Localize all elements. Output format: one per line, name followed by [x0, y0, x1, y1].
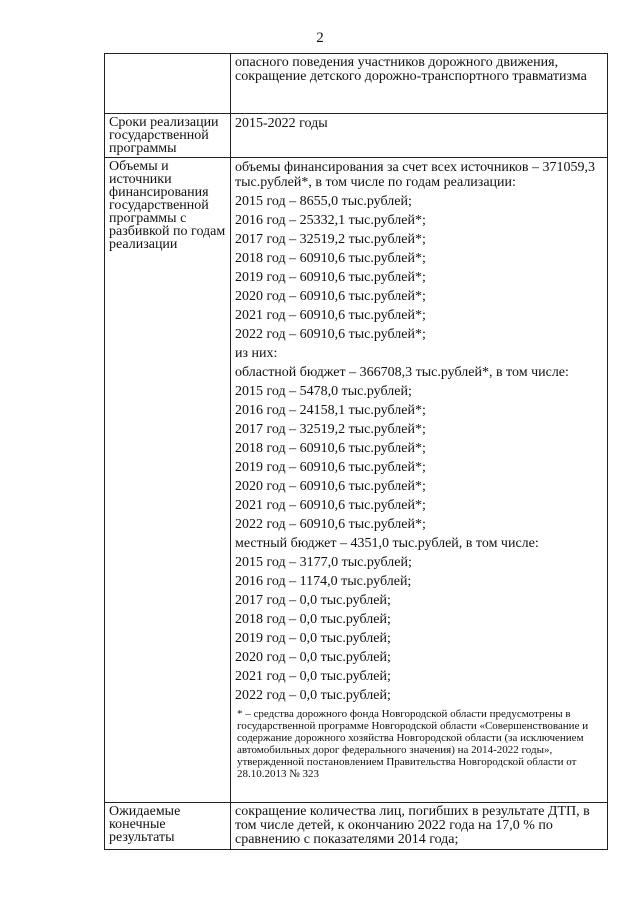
financing-line: 2016 год – 24158,1 тыс.рублей*; [235, 403, 426, 418]
row-value-financing [231, 158, 608, 803]
financing-line: 2016 год – 25332,1 тыс.рублей*; [235, 213, 426, 228]
financing-line: из них: [235, 346, 278, 361]
row-text-continuation [231, 54, 608, 114]
financing-line: 2020 год – 60910,6 тыс.рублей*; [235, 289, 426, 304]
financing-line: 2015 год – 8655,0 тыс.рублей; [235, 194, 412, 209]
financing-line: 2021 год – 0,0 тыс.рублей; [235, 669, 391, 684]
financing-line: 2015 год – 5478,0 тыс.рублей; [235, 384, 412, 399]
results-text: сокращение количества лиц, погибших в результате ДТП, в том числе детей, к окончанию 2022 года на 17,0 % по сравнению с показателями 2014 года; [235, 804, 590, 847]
financing-line: 2022 год – 0,0 тыс.рублей; [235, 688, 391, 703]
row-value [231, 803, 608, 850]
row-label-empty [105, 54, 231, 114]
label-text-results: Ожидаемые конечные результаты [109, 804, 181, 845]
row-label [105, 803, 231, 850]
footnote-text: * – средства дорожного фонда Новгородской области предусмотрены в государственной программе Новгородской области «Совершенствование и содержание дорожного хозяйства Новгородской области (за исключением автомобильных дорог федерального значения) на 2014-2022 годы», утвержденной постановлением Правительства Новгородской области от 28.10.2013 № 323 [237, 708, 589, 780]
financing-line: 2017 год – 32519,2 тыс.рублей*; [235, 232, 426, 247]
program-passport-table [104, 53, 608, 850]
financing-line: 2020 год – 0,0 тыс.рублей; [235, 650, 391, 665]
financing-line: 2022 год – 60910,6 тыс.рублей*; [235, 327, 426, 342]
financing-line: 2017 год – 0,0 тыс.рублей; [235, 593, 391, 608]
financing-line: объемы финансирования за счет всех источников – 371059,3 тыс.рублей*, в том числе по годам реализации: [235, 160, 596, 190]
financing-line: областной бюджет – 366708,3 тыс.рублей*, в том числе: [235, 365, 569, 380]
row-value [231, 114, 608, 158]
continuation-text: опасного поведения участников дорожного движения, сокращение детского дорожно-транспортного травматизма [235, 55, 587, 84]
label-text-period: Сроки реализации государственной программы [109, 115, 219, 156]
financing-line: 2019 год – 60910,6 тыс.рублей*; [235, 270, 426, 285]
label-text-financing: Объемы и источники финансирования государственной программы с разбивкой по годам реализации [109, 159, 226, 252]
period-text: 2015-2022 годы [235, 116, 328, 131]
financing-line: местный бюджет – 4351,0 тыс.рублей, в том числе: [235, 536, 539, 551]
row-label [105, 114, 231, 158]
financing-line: 2022 год – 60910,6 тыс.рублей*; [235, 517, 426, 532]
financing-line: 2020 год – 60910,6 тыс.рублей*; [235, 479, 426, 494]
page-number: 2 [316, 30, 324, 46]
financing-line: 2016 год – 1174,0 тыс.рублей; [235, 574, 412, 589]
table-row [105, 803, 608, 850]
financing-line: 2021 год – 60910,6 тыс.рублей*; [235, 308, 426, 323]
row-label [105, 158, 231, 803]
table-row [105, 158, 608, 803]
financing-line: 2018 год – 60910,6 тыс.рублей*; [235, 441, 426, 456]
financing-line: 2017 год – 32519,2 тыс.рублей*; [235, 422, 426, 437]
financing-line: 2018 год – 60910,6 тыс.рублей*; [235, 251, 426, 266]
financing-line: 2019 год – 0,0 тыс.рублей; [235, 631, 391, 646]
table-row [105, 54, 608, 114]
financing-line: 2018 год – 0,0 тыс.рублей; [235, 612, 391, 627]
financing-line: 2015 год – 3177,0 тыс.рублей; [235, 555, 412, 570]
financing-line: 2019 год – 60910,6 тыс.рублей*; [235, 460, 426, 475]
financing-list [235, 160, 603, 703]
table-row [105, 114, 608, 158]
financing-line: 2021 год – 60910,6 тыс.рублей*; [235, 498, 426, 513]
